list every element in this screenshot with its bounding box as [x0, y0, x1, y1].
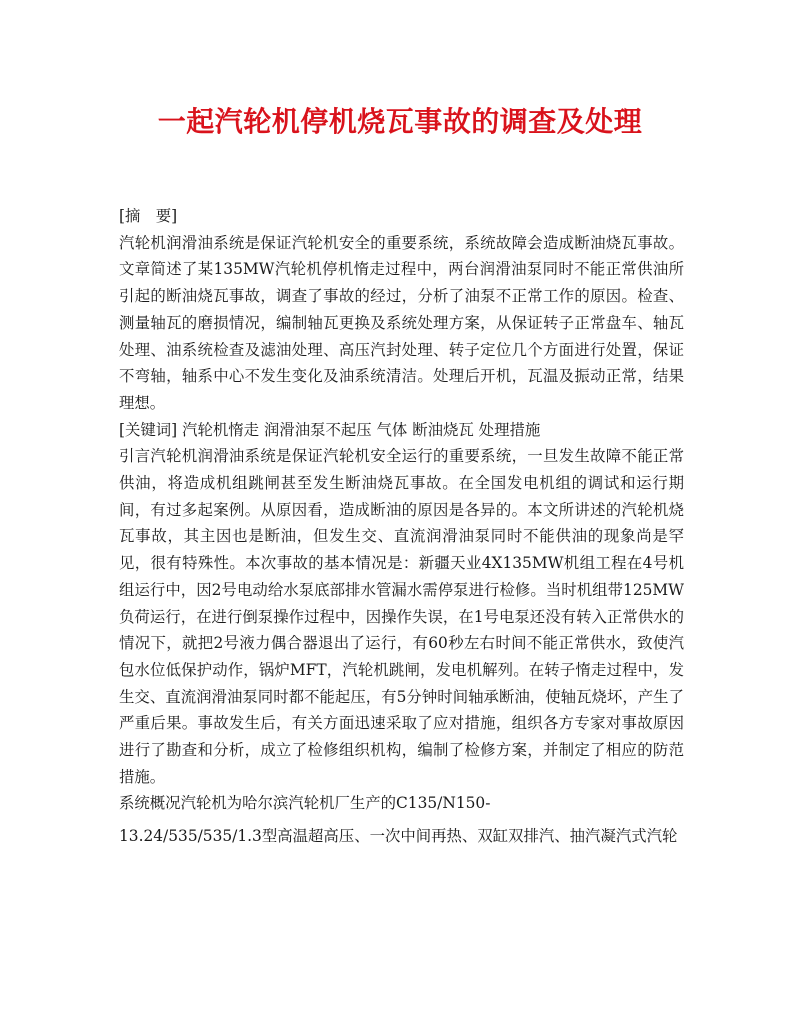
overview-line-1: 系统概况汽轮机为哈尔滨汽轮机厂生产的C135/N150-: [119, 794, 491, 813]
overview-line-2: 13.24/535/535/1.3型高温超高压、一次中间再热、双缸双排汽、抽汽凝汽式汽轮: [119, 827, 678, 846]
intro-paragraph: 引言汽轮机润滑油系统是保证汽轮机安全运行的重要系统，一旦发生故障不能正常供油，将造成机组跳闸甚至发生断油烧瓦事故。在全国发电机组的调试和运行期间，有过多起案例。从原因看，造成断油的原因是各异的。本文所讲述的汽轮机烧瓦事故，其主因也是断油，但发生交、直流润滑油泵同时不能供油的现象尚是罕见，很有特殊性。本次事故的基本情况是：新疆天业4X135MW机组工程在4号机组运行中，因2号电动给水泵底部排水管漏水需停泵进行检修。当时机组带125MW负荷运行，在进行倒泵操作过程中，因操作失误，在1号电泵还没有转入正常供水的情况下，就把2号液力偶合器退出了运行，有60秒左右时间不能正常供水，致使汽包水位低保护动作，锅炉MFT，汽轮机跳闸，发电机解列。在转子惰走过程中，发生交、直流润滑油泵同时都不能起压，有5分钟时间轴承断油，使轴瓦烧坏，产生了严重后果。事故发生后，有关方面迅速采取了应对措施，组织各方专家对事故原因进行了勘查和分析，成立了检修组织机构，编制了检修方案，并制定了相应的防范措施。: [119, 447, 684, 786]
abstract-label: [摘 要]: [119, 207, 178, 225]
abstract-paragraph: 汽轮机润滑油系统是保证汽轮机安全的重要系统，系统故障会造成断油烧瓦事故。文章简述了某135MW汽轮机停机惰走过程中，两台润滑油泵同时不能正常供油所引起的断油烧瓦事故，调查了事故的经过，分析了油泵不正常工作的原因。检查、测量轴瓦的磨损情况，编制轴瓦更换及系统处理方案，从保证转子正常盘车、轴瓦处理、油系统检查及滤油处理、高压汽封处理、转子定位几个方面进行处置，保证不弯轴，轴系中心不发生变化及油系统清洁。处理后开机，瓦温及振动正常，结果理想。: [119, 233, 684, 412]
document-title: 一起汽轮机停机烧瓦事故的调查及处理: [157, 105, 643, 138]
keywords-line: [关键词] 汽轮机惰走 润滑油泵不起压 气体 断油烧瓦 处理措施: [119, 420, 541, 439]
document-body: [119, 203, 684, 850]
